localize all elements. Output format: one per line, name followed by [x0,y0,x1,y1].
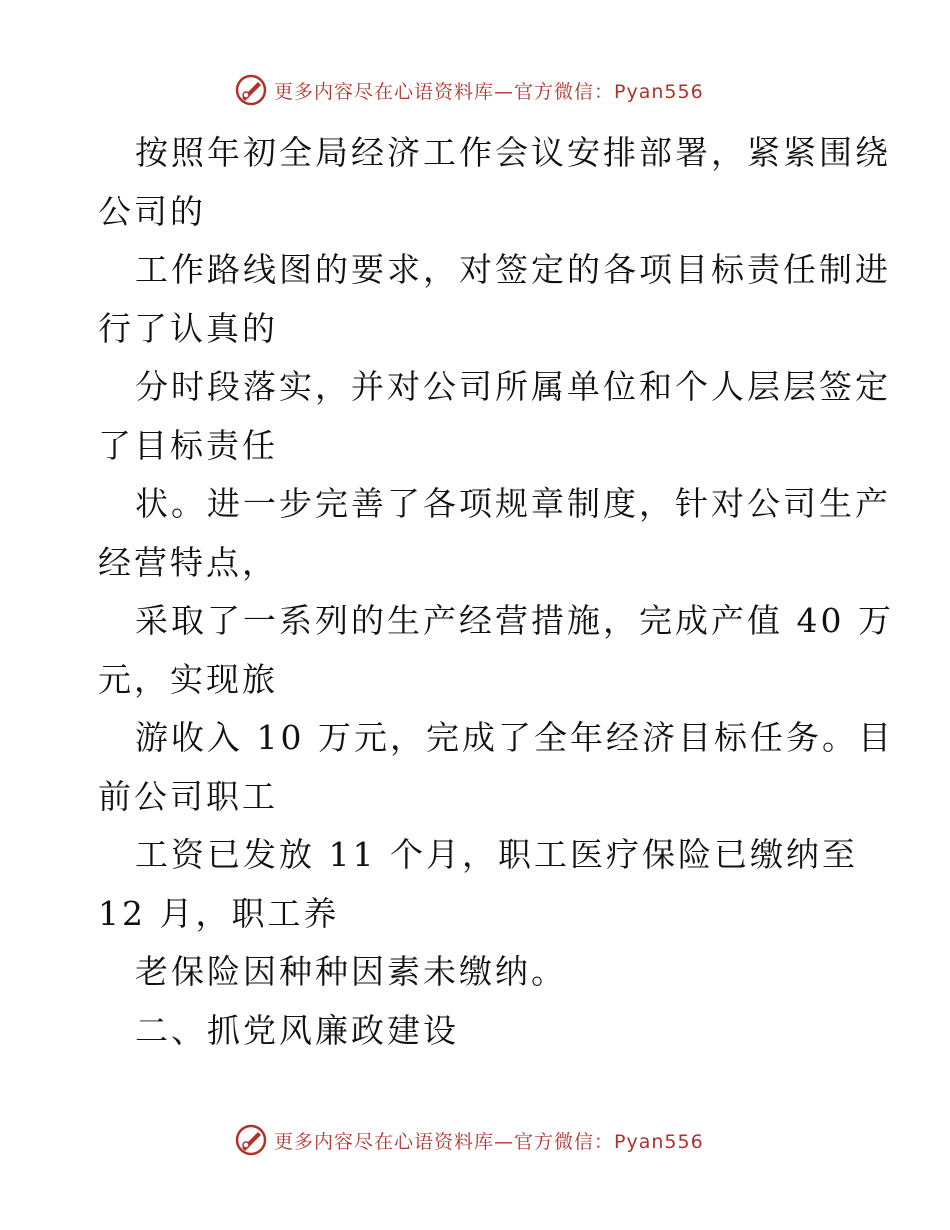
text-line: 公司的 [98,191,206,231]
text-line: 工作路线图的要求，对签定的各项目标责任制进 [135,250,891,289]
text-line: 行了认真的 [98,308,278,348]
text-line: 游收入 10 万元，完成了全年经济目标任务。目 [135,718,894,757]
watermark-text: 更多内容尽在心语资料库—官方微信：Pyan556 [274,80,704,103]
document-body [98,124,894,1060]
text-line: 工资已发放 11 个月，职工医疗保险已缴纳至 [135,835,858,874]
text-line: 经营特点， [98,542,278,582]
text-line: 了目标责任 [98,425,278,465]
text-line: 按照年初全局经济工作会议安排部署，紧紧围绕 [135,133,891,172]
text-line: 元，实现旅 [98,659,278,699]
header-watermark [234,72,704,108]
text-line: 12 月，职工养 [98,893,340,933]
footer-watermark [234,1122,704,1158]
section-heading: 二、抓党风廉政建设 [135,1010,459,1050]
watermark-text: 更多内容尽在心语资料库—官方微信：Pyan556 [274,1130,704,1153]
text-line: 老保险因种种因素未缴纳。 [135,952,567,991]
text-line: 状。进一步完善了各项规章制度，针对公司生产 [135,484,891,523]
logo-icon [234,1123,268,1157]
text-line: 采取了一系列的生产经营措施，完成产值 40 万 [135,601,894,640]
logo-icon [234,73,268,107]
text-line: 前公司职工 [98,776,278,816]
text-line: 分时段落实，并对公司所属单位和个人层层签定 [135,367,891,406]
